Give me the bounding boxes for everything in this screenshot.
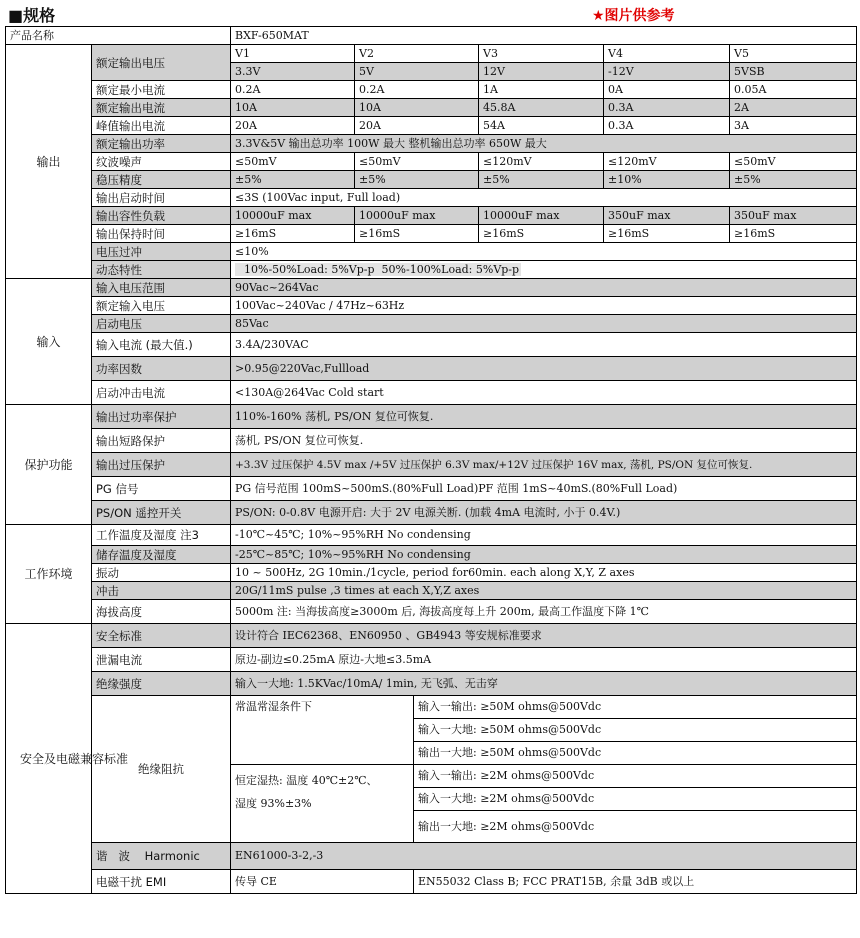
- cell: ±5%: [479, 171, 604, 189]
- cell: 20G/11mS pulse ,3 times at each X,Y,Z axes: [231, 582, 857, 600]
- table-row: [6, 99, 857, 117]
- table-row: [6, 297, 857, 315]
- table-row: [6, 333, 857, 357]
- cell: EN61000-3-2,-3: [231, 843, 857, 870]
- cell: -10℃~45℃; 10%~95%RH No condensing: [231, 525, 857, 546]
- cell: 1A: [479, 81, 604, 99]
- col-header: V5: [730, 45, 857, 63]
- page-title: ■规格: [8, 6, 56, 25]
- cell: PS/ON: 0-0.8V 电源开启: 大于 2V 电源关断. (加载 4mA 电流时, 小于 0.4V.): [231, 501, 857, 525]
- cell: 0.05A: [730, 81, 857, 99]
- cell: 0.2A: [355, 81, 479, 99]
- row-label: 输出过压保护: [92, 453, 231, 477]
- row-label: PG 信号: [92, 477, 231, 501]
- row-label: 输出短路保护: [92, 429, 231, 453]
- table-row: [6, 279, 857, 297]
- row-label: 电压过冲: [92, 243, 231, 261]
- cell: ≥16mS: [604, 225, 730, 243]
- table-row: [6, 45, 857, 63]
- cell: 3.4A/230VAC: [231, 333, 857, 357]
- cell: 5000m 注: 当海拔高度≥3000m 后, 海拔高度每上升 200m, 最高工作温度下降 1℃: [231, 600, 857, 624]
- table-row: [6, 501, 857, 525]
- cell: ±10%: [604, 171, 730, 189]
- cell: 12V: [479, 63, 604, 81]
- table-row: [6, 696, 857, 719]
- cell: [231, 261, 857, 279]
- cell: ≤120mV: [479, 153, 604, 171]
- cell: 输出一大地: ≥2M ohms@500Vdc: [414, 811, 857, 843]
- table-row: [6, 600, 857, 624]
- table-row: [6, 672, 857, 696]
- row-label: 额定输入电压: [92, 297, 231, 315]
- cell: 传导 CE: [231, 870, 414, 894]
- col-header: V3: [479, 45, 604, 63]
- table-row: [6, 624, 857, 648]
- row-label: 额定最小电流: [92, 81, 231, 99]
- cell: ≥16mS: [730, 225, 857, 243]
- condition-line: 湿度 93%±3%: [235, 797, 312, 810]
- table-row: [6, 453, 857, 477]
- cell: 0.3A: [604, 99, 730, 117]
- cell: ≤50mV: [231, 153, 355, 171]
- row-label: 电磁干扰 EMI: [92, 870, 231, 894]
- cell: ≥16mS: [231, 225, 355, 243]
- cell: ≤50mV: [355, 153, 479, 171]
- table-row: [6, 405, 857, 429]
- table-row: [6, 135, 857, 153]
- cell: 100Vac~240Vac / 47Hz~63Hz: [231, 297, 857, 315]
- section-input: 输入: [6, 279, 92, 405]
- row-label: 绝缘强度: [92, 672, 231, 696]
- cell: 设计符合 IEC62368、EN60950 、GB4943 等安规标准要求: [231, 624, 857, 648]
- section-safety: 安全及电磁兼容标准: [6, 624, 92, 894]
- cell: 0A: [604, 81, 730, 99]
- reference-note: ★图片供参考: [592, 8, 675, 24]
- row-label: 额定输出功率: [92, 135, 231, 153]
- cell: >0.95@220Vac,Fullload: [231, 357, 857, 381]
- cell: ≤10%: [231, 243, 857, 261]
- cell: 54A: [479, 117, 604, 135]
- table-row: [6, 648, 857, 672]
- product-value: BXF-650MAT: [231, 27, 857, 45]
- cell: 10A: [355, 99, 479, 117]
- row-label: 工作温度及湿度 注3: [92, 525, 231, 546]
- table-row: [6, 381, 857, 405]
- cell: 3.3V: [231, 63, 355, 81]
- row-label: 冲击: [92, 582, 231, 600]
- row-label: 储存温度及湿度: [92, 546, 231, 564]
- row-label: 输出过功率保护: [92, 405, 231, 429]
- row-label: 功率因数: [92, 357, 231, 381]
- row-label: 谐 波 Harmonic: [92, 843, 231, 870]
- table-row: [6, 870, 857, 894]
- cell: 85Vac: [231, 315, 857, 333]
- cell: 0.3A: [604, 117, 730, 135]
- cell: ±5%: [730, 171, 857, 189]
- cell: ≥16mS: [355, 225, 479, 243]
- col-header: V1: [231, 45, 355, 63]
- row-label: 启动电压: [92, 315, 231, 333]
- table-row: [6, 261, 857, 279]
- table-row: [6, 153, 857, 171]
- row-label: 纹波噪声: [92, 153, 231, 171]
- cell: ≤120mV: [604, 153, 730, 171]
- row-label: PS/ON 遥控开关: [92, 501, 231, 525]
- cell: ≤3S (100Vac input, Full load): [231, 189, 857, 207]
- cell: 350uF max: [730, 207, 857, 225]
- table-row: [6, 243, 857, 261]
- cell: 10000uF max: [231, 207, 355, 225]
- cell: 90Vac~264Vac: [231, 279, 857, 297]
- cell: 20A: [231, 117, 355, 135]
- row-label: 输出保持时间: [92, 225, 231, 243]
- row-label: 输出启动时间: [92, 189, 231, 207]
- cell: 荡机, PS/ON 复位可恢复.: [231, 429, 857, 453]
- table-row: [6, 81, 857, 99]
- cell: 110%-160% 荡机, PS/ON 复位可恢复.: [231, 405, 857, 429]
- row-label: 海拔高度: [92, 600, 231, 624]
- cell: 2A: [730, 99, 857, 117]
- cell: 10A: [231, 99, 355, 117]
- cell: 输入一输出: ≥50M ohms@500Vdc: [414, 696, 857, 719]
- col-header: V2: [355, 45, 479, 63]
- condition-label: 常温常湿条件下: [231, 696, 414, 765]
- row-label: 稳压精度: [92, 171, 231, 189]
- cell: 原边-副边≤0.25mA 原边-大地≤3.5mA: [231, 648, 857, 672]
- row-label: 峰值输出电流: [92, 117, 231, 135]
- cell: PG 信号范围 100mS~500mS.(80%Full Load)PF 范围 1mS~40mS.(80%Full Load): [231, 477, 857, 501]
- cell: -25℃~85℃; 10%~95%RH No condensing: [231, 546, 857, 564]
- condition-line: 恒定湿热: 温度 40℃±2℃、: [235, 774, 378, 787]
- table-row: [6, 546, 857, 564]
- table-row: [6, 357, 857, 381]
- row-label: 额定输出电压: [92, 45, 231, 81]
- cell: ±5%: [355, 171, 479, 189]
- cell: -12V: [604, 63, 730, 81]
- dynamic-value: 10%-50%Load: 5%Vp-p 50%-100%Load: 5%Vp-p: [237, 262, 520, 276]
- section-environment: 工作环境: [6, 525, 92, 624]
- row-label: 安全标准: [92, 624, 231, 648]
- table-row: [6, 843, 857, 870]
- table-row: [6, 225, 857, 243]
- cell: 输出一大地: ≥50M ohms@500Vdc: [414, 742, 857, 765]
- row-label: 输出容性负载: [92, 207, 231, 225]
- section-output: 输出: [6, 45, 92, 279]
- row-label: 动态特性: [92, 261, 231, 279]
- table-row: [6, 207, 857, 225]
- cell: 10 ~ 500Hz, 2G 10min./1cycle, period for60min. each along X,Y, Z axes: [231, 564, 857, 582]
- cell: 3A: [730, 117, 857, 135]
- cell: ≤50mV: [730, 153, 857, 171]
- condition-label: [231, 765, 414, 843]
- table-row: [6, 525, 857, 546]
- row-label: 启动冲击电流: [92, 381, 231, 405]
- row-label: 输入电压范围: [92, 279, 231, 297]
- spec-table: [5, 26, 857, 894]
- row-label: 振动: [92, 564, 231, 582]
- cell: 350uF max: [604, 207, 730, 225]
- cell: ≥16mS: [479, 225, 604, 243]
- table-row: [6, 429, 857, 453]
- cell: 5VSB: [730, 63, 857, 81]
- cell: +3.3V 过压保护 4.5V max /+5V 过压保护 6.3V max/+12V 过压保护 16V max, 荡机, PS/ON 复位可恢复.: [231, 453, 857, 477]
- cell: 输入一大地: ≥50M ohms@500Vdc: [414, 719, 857, 742]
- table-row: [6, 315, 857, 333]
- row-label: 输入电流 (最大值.): [92, 333, 231, 357]
- row-label: 绝缘阻抗: [92, 696, 231, 843]
- table-row: [6, 117, 857, 135]
- cell: 5V: [355, 63, 479, 81]
- section-protection: 保护功能: [6, 405, 92, 525]
- cell: 20A: [355, 117, 479, 135]
- cell: 输入一输出: ≥2M ohms@500Vdc: [414, 765, 857, 788]
- cell: 0.2A: [231, 81, 355, 99]
- cell: EN55032 Class B; FCC PRAT15B, 余量 3dB 或以上: [414, 870, 857, 894]
- product-label: 产品名称: [6, 27, 231, 45]
- table-row: [6, 189, 857, 207]
- table-row: [6, 171, 857, 189]
- row-label: 泄漏电流: [92, 648, 231, 672]
- cell: 输入一大地: ≥2M ohms@500Vdc: [414, 788, 857, 811]
- table-row: [6, 582, 857, 600]
- cell: 10000uF max: [479, 207, 604, 225]
- row-label: 额定输出电流: [92, 99, 231, 117]
- cell: 输入一大地: 1.5KVac/10mA/ 1min, 无飞弧、无击穿: [231, 672, 857, 696]
- cell: 3.3V&5V 输出总功率 100W 最大 整机输出总功率 650W 最大: [231, 135, 857, 153]
- cell: <130A@264Vac Cold start: [231, 381, 857, 405]
- cell: ±5%: [231, 171, 355, 189]
- table-row: [6, 564, 857, 582]
- cell: 45.8A: [479, 99, 604, 117]
- table-row: [6, 477, 857, 501]
- col-header: V4: [604, 45, 730, 63]
- cell: 10000uF max: [355, 207, 479, 225]
